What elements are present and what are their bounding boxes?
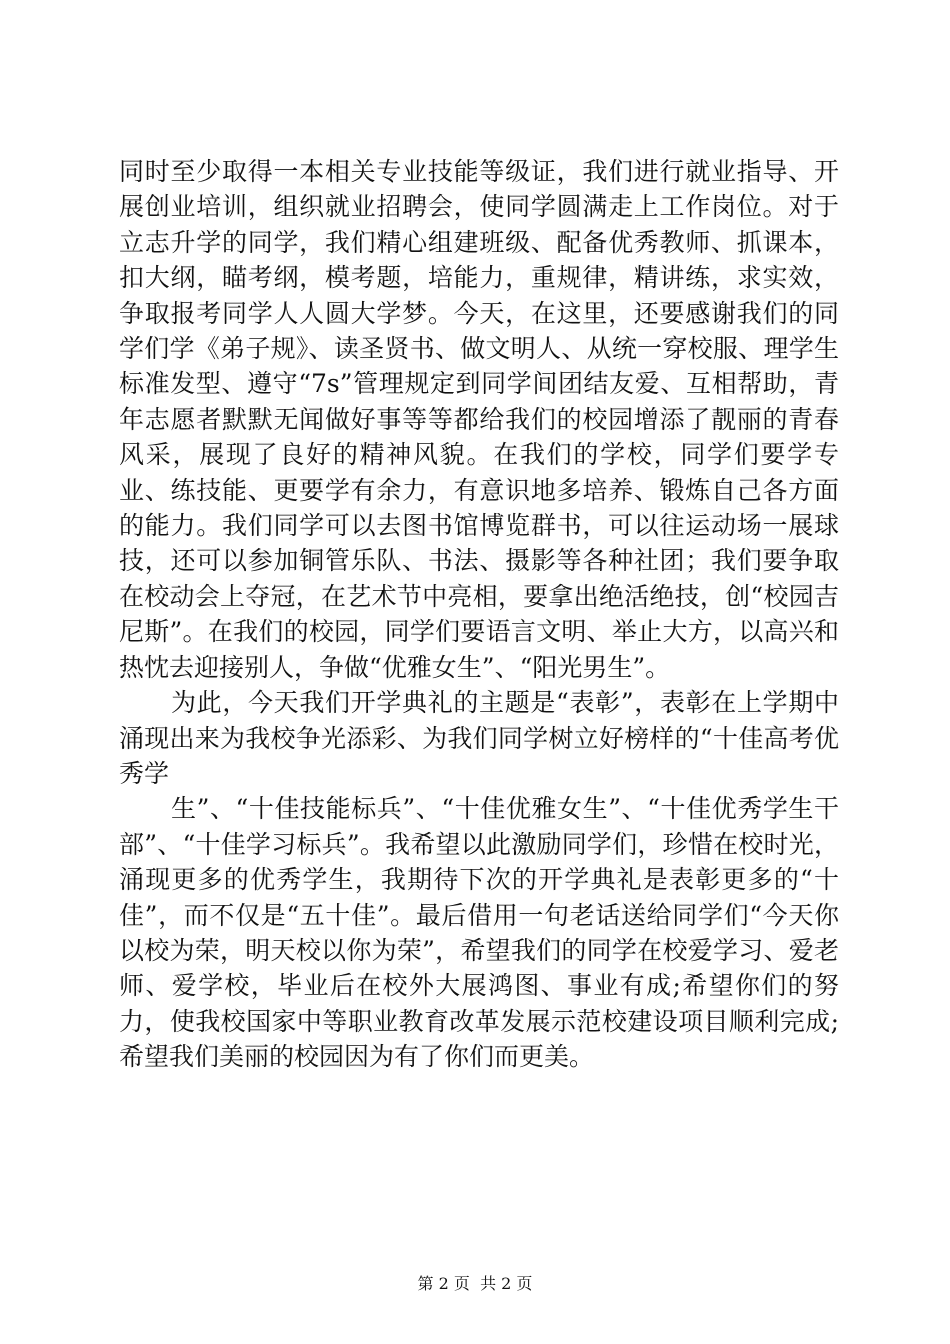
page-number-label: 第 2 页 共 2 页 [417, 1274, 533, 1293]
paragraph-1: 同时至少取得一本相关专业技能等级证，我们进行就业指导、开展创业培训，组织就业招聘会，使同学圆满走上工作岗位。对于立志升学的同学，我们精心组建班级、配备优秀教师、抓课本，扣大纲，瞄考纲，模考题，培能力，重规律，精讲练，求实效，争取报考同学人人圆大学梦。今天，在这里，还要感谢我们的同学们学《弟子规》、读圣贤书、做文明人、从统一穿校服、理学生标准发型、遵守“7s”管理规定到同学间团结友爱、互相帮助，青年志愿者默默无闻做好事等等都给我们的校园增添了靓丽的青春风采，展现了良好的精神风貌。在我们的学校，同学们要学专业、练技能、更要学有余力，有意识地多培养、锻炼自己各方面的能力。我们同学可以去图书馆博览群书，可以往运动场一展球技，还可以参加铜管乐队、书法、摄影等各种社团；我们要争取在校动会上夺冠，在艺术节中亮相，要拿出绝活绝技，创“校园吉尼斯”。在我们的校园，同学们要语言文明、举止大方，以高兴和热忱去迎接别人，争做“优雅女生”、“阳光男生”。 [119, 157, 839, 682]
document-body [119, 154, 839, 1075]
paragraph-2: 为此，今天我们开学典礼的主题是“表彰”，表彰在上学期中涌现出来为我校争光添彩、为我们同学树立好榜样的“十佳高考优秀学 [119, 688, 839, 788]
page-footer [0, 1271, 950, 1294]
paragraph-3: 生”、“十佳技能标兵”、“十佳优雅女生”、“十佳优秀学生干部”、“十佳学习标兵”。我希望以此激励同学们，珍惜在校时光，涌现更多的优秀学生，我期待下次的开学典礼是表彰更多的“十佳”，而不仅是“五十佳”。最后借用一句老话送给同学们“今天你以校为荣，明天校以你为荣”，希望我们的同学在校爱学习、爱老师、爱学校，毕业后在校外大展鸿图、事业有成;希望你们的努力，使我校国家中等职业教育改革发展示范校建设项目顺利完成;希望我们美丽的校园因为有了你们而更美。 [119, 794, 839, 1072]
